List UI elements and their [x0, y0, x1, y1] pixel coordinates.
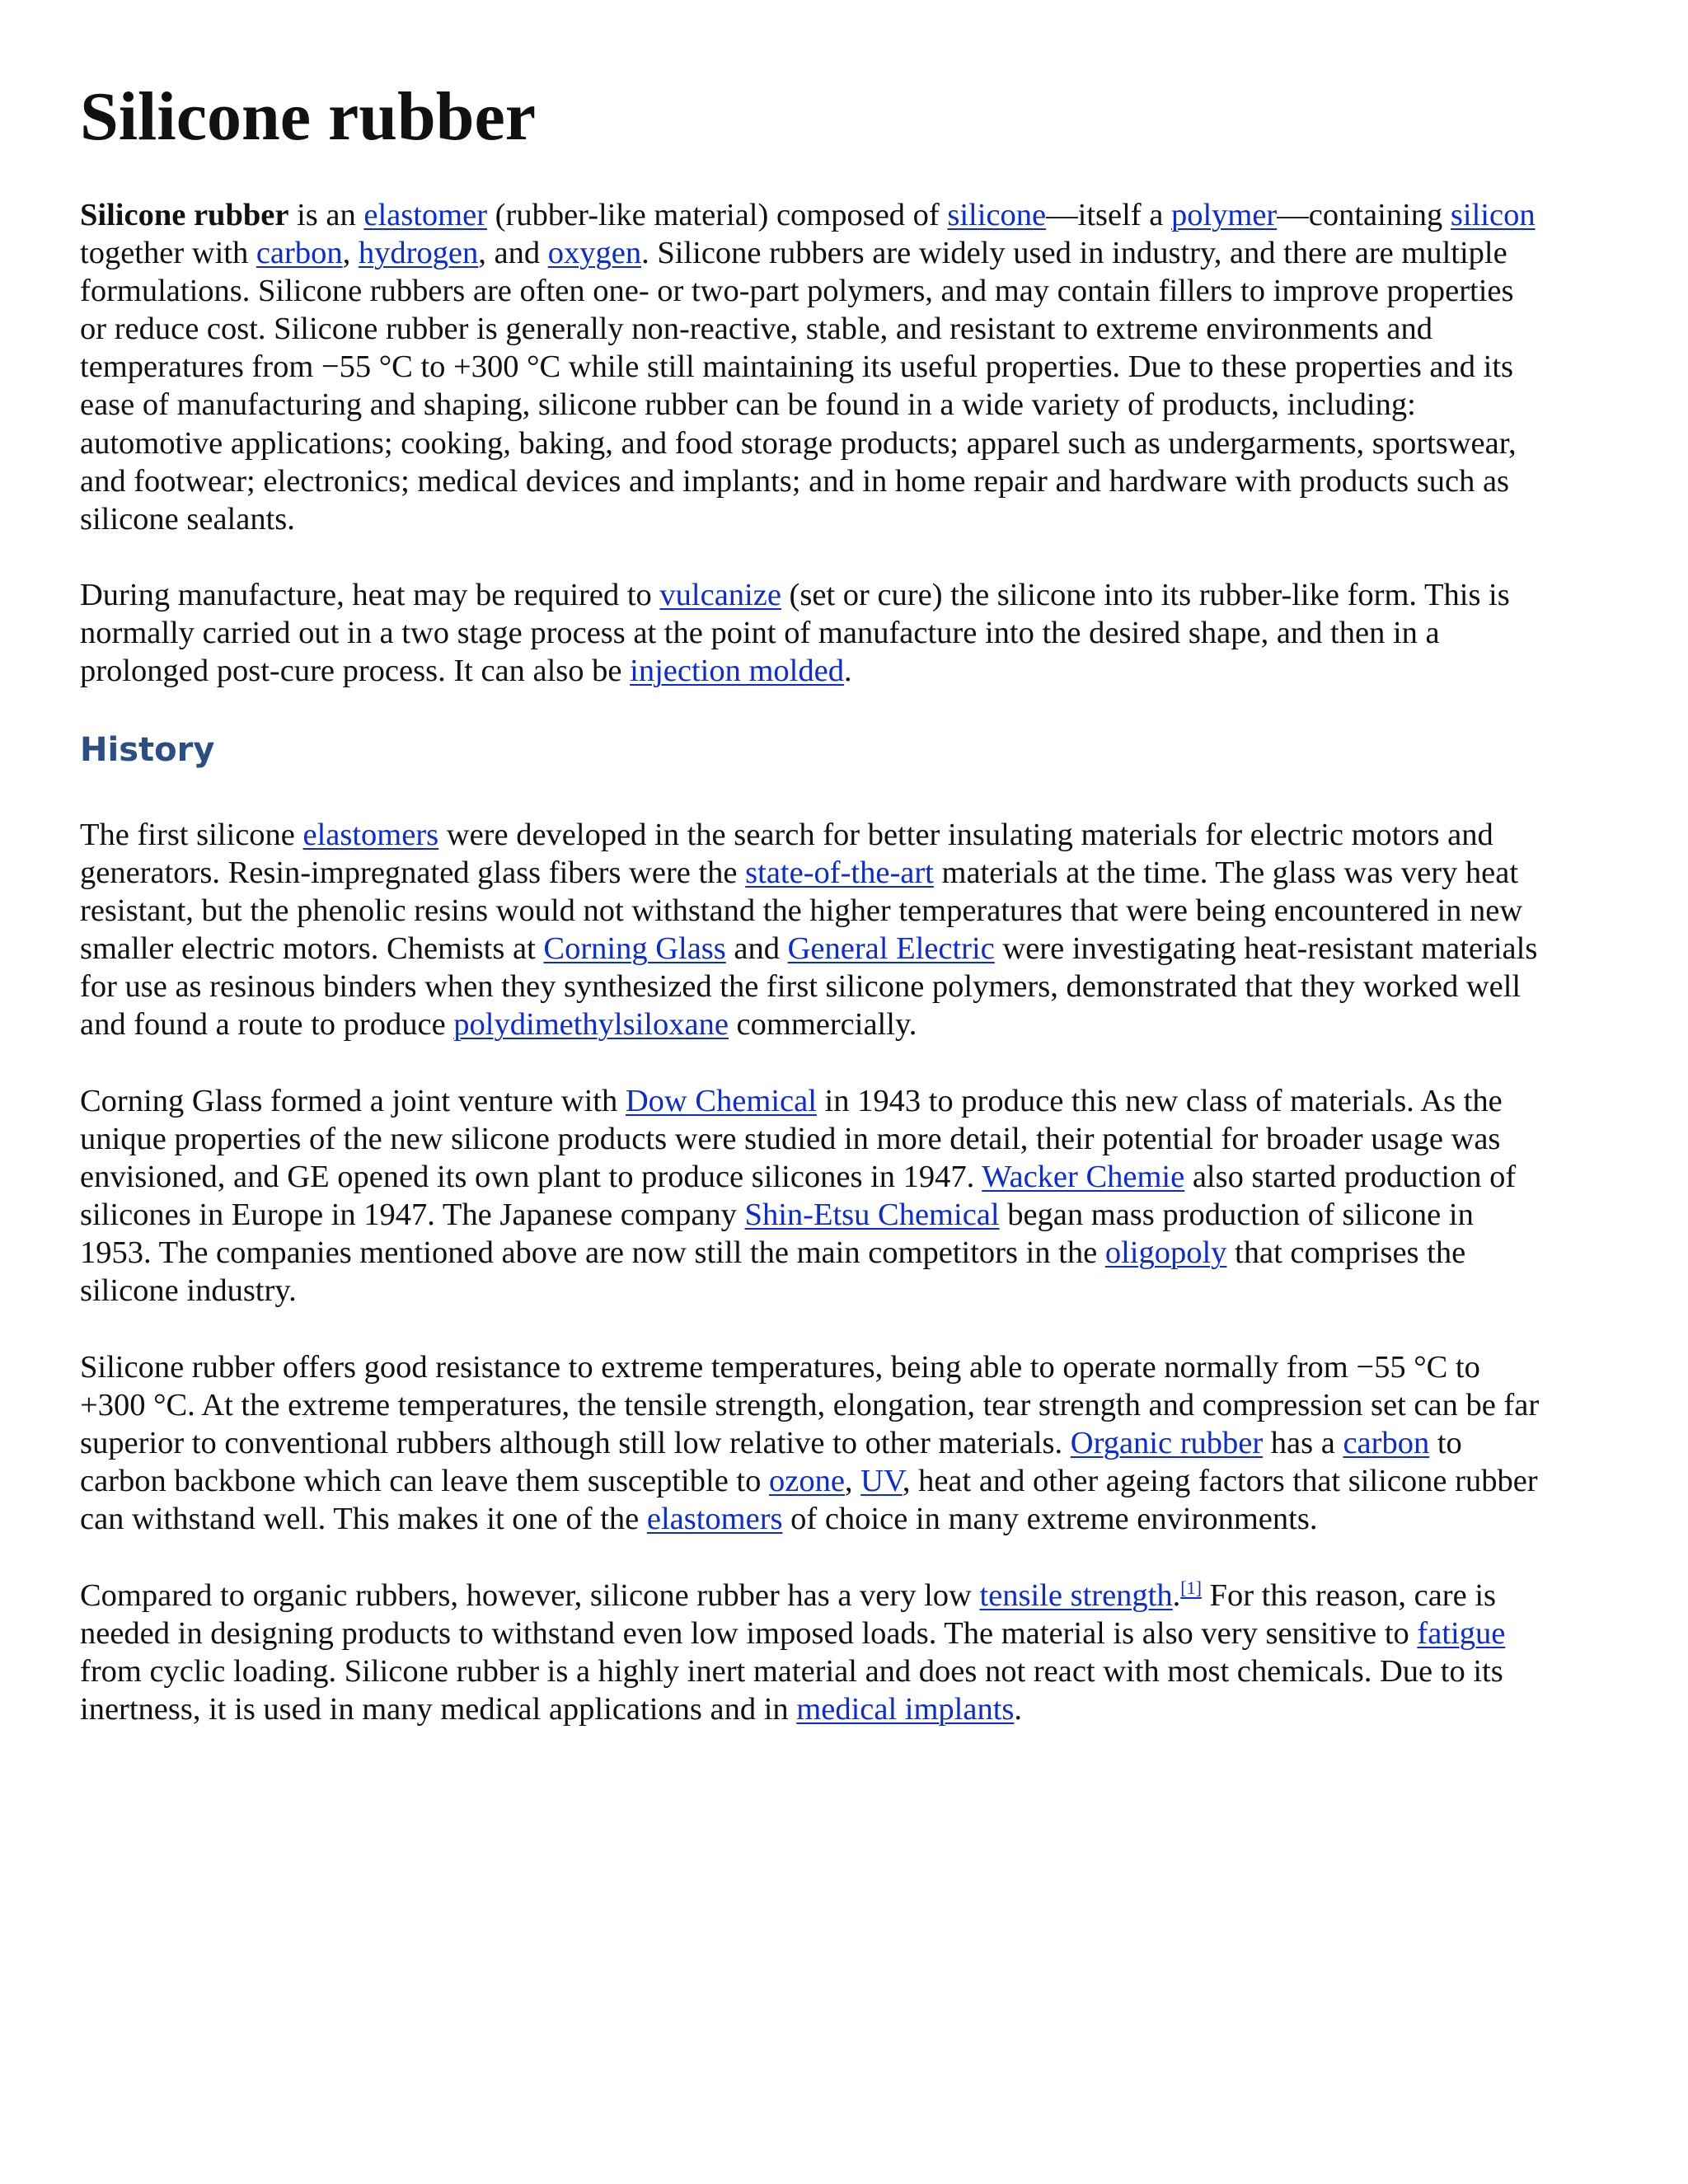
text: . — [843, 654, 852, 689]
link-general-electric[interactable]: General Electric — [787, 931, 995, 967]
text: materials at the time. The glass was very heat — [933, 855, 1519, 891]
text: . Silicone rubbers are widely used in industry, and there are multiple — [641, 236, 1507, 271]
text: 1953. The companies mentioned above are now still the main competitors in the — [80, 1235, 1105, 1271]
text-line — [80, 1462, 1613, 1500]
text: (set or cure) the silicone into its rubber-like form. This is — [781, 578, 1510, 612]
text: has a — [1263, 1426, 1343, 1461]
text-line: from cyclic loading. Silicone rubber is a highly inert material and does not react with most chemicals. Due to its — [80, 1654, 1503, 1690]
text: envisioned, and GE opened its own plant to produce silicones in 1947. — [80, 1160, 982, 1195]
history-paragraph-2 — [80, 1082, 1613, 1310]
text-line: Silicone rubber offers good resistance to extreme temperatures, being able to operate normally from −55 °C to — [80, 1350, 1480, 1385]
link-wacker-chemie[interactable]: Wacker Chemie — [982, 1160, 1185, 1195]
text-line — [80, 1005, 1613, 1043]
text: —containing — [1277, 198, 1451, 232]
text: were developed in the search for better insulating materials for electric motors and — [438, 818, 1493, 852]
text-line — [80, 234, 1613, 272]
link-polymer[interactable]: polymer — [1170, 198, 1278, 232]
text: together with — [80, 236, 256, 271]
text-line — [80, 1500, 1613, 1538]
text: generators. Resin-impregnated glass fibers were the — [80, 855, 746, 891]
link-carbon[interactable]: carbon — [256, 236, 343, 271]
text-line — [80, 1690, 1613, 1728]
text: Corning Glass formed a joint venture with — [80, 1084, 626, 1118]
link-shin-etsu-chemical[interactable]: Shin-Etsu Chemical — [744, 1197, 1000, 1233]
text: , — [844, 1464, 861, 1499]
text: is an — [288, 198, 364, 232]
text-line — [80, 930, 1613, 968]
text-line — [80, 816, 1613, 854]
text: During manufacture, heat may be required to — [80, 578, 660, 612]
link-elastomers-2[interactable]: elastomers — [646, 1502, 783, 1537]
text-line: formulations. Silicone rubbers are often one- or two-part polymers, and may contain fillers to improve properties — [80, 274, 1514, 309]
link-carbon-2[interactable]: carbon — [1343, 1426, 1430, 1461]
text-line: or reduce cost. Silicone rubber is generally non-reactive, stable, and resistant to extreme environments and — [80, 312, 1433, 347]
link-dow-chemical[interactable]: Dow Chemical — [625, 1084, 817, 1118]
text: commercially. — [728, 1007, 917, 1043]
text-line: and footwear; electronics; medical devices and implants; and in home repair and hardware with products such as — [80, 463, 1510, 499]
text-line — [80, 652, 1613, 690]
text-line — [80, 1082, 1613, 1120]
link-elastomer[interactable]: elastomer — [363, 198, 488, 232]
text: in 1943 to produce this new class of materials. As the — [816, 1084, 1503, 1118]
history-paragraph-1 — [80, 816, 1613, 1044]
text: can withstand well. This makes it one of the — [80, 1502, 647, 1537]
text: silicones in Europe in 1947. The Japanese company — [80, 1197, 745, 1233]
bold-term: Silicone rubber — [80, 198, 289, 232]
reference-link-1[interactable]: [1] — [1180, 1577, 1202, 1599]
link-hydrogen[interactable]: hydrogen — [358, 236, 479, 271]
link-ozone[interactable]: ozone — [768, 1464, 845, 1499]
link-state-of-the-art[interactable]: state-of-the-art — [745, 855, 934, 891]
text-line: normally carried out in a two stage process at the point of manufacture into the desired shape, and then in a — [80, 616, 1440, 651]
text-line — [80, 196, 1613, 234]
text-line: ease of manufacturing and shaping, silicone rubber can be found in a wide variety of products, including: — [80, 387, 1416, 423]
text-line — [80, 1424, 1613, 1462]
link-injection-molded[interactable]: injection molded — [630, 654, 844, 689]
text-line — [80, 1577, 1613, 1615]
text: . — [1014, 1692, 1022, 1727]
text-line — [80, 1234, 1613, 1272]
text: also started production of — [1184, 1160, 1517, 1195]
text-line: silicone sealants. — [80, 501, 295, 537]
text-line — [80, 1158, 1613, 1196]
text: inertness, it is used in many medical applications and in — [80, 1692, 797, 1727]
text: For this reason, care is — [1201, 1578, 1497, 1613]
link-corning-glass[interactable]: Corning Glass — [543, 931, 726, 967]
link-fatigue[interactable]: fatigue — [1417, 1616, 1506, 1652]
text: Compared to organic rubbers, however, silicone rubber has a very low — [80, 1578, 980, 1613]
link-tensile-strength[interactable]: tensile strength — [979, 1578, 1173, 1613]
manufacture-paragraph — [80, 576, 1613, 690]
text-line — [80, 1615, 1613, 1652]
text-line: resistant, but the phenolic resins would not withstand the higher temperatures that were being encountered in new — [80, 893, 1523, 929]
text-line: unique properties of the new silicone products were studied in more detail, their potential for broader usage was — [80, 1122, 1501, 1157]
text: , — [342, 236, 359, 271]
text: smaller electric motors. Chemists at — [80, 931, 544, 967]
text-line — [80, 576, 1613, 614]
intro-paragraph — [80, 196, 1613, 538]
text-line: automotive applications; cooking, baking, and food storage products; apparel such as undergarments, sportswear, — [80, 425, 1517, 461]
link-elastomers[interactable]: elastomers — [302, 818, 439, 852]
text: , and — [478, 236, 548, 271]
history-paragraph-3 — [80, 1348, 1613, 1538]
text: (rubber-like material) composed of — [487, 198, 948, 232]
text: that comprises the — [1226, 1235, 1466, 1271]
link-oligopoly[interactable]: oligopoly — [1104, 1235, 1227, 1271]
text: began mass production of silicone in — [999, 1197, 1474, 1233]
link-silicon[interactable]: silicon — [1450, 198, 1536, 232]
text: were investigating heat-resistant materials — [994, 931, 1538, 967]
text-line: silicone industry. — [80, 1273, 297, 1309]
text-line — [80, 854, 1613, 892]
link-silicone[interactable]: silicone — [947, 198, 1047, 232]
link-uv[interactable]: UV — [860, 1464, 903, 1499]
link-polydimethylsiloxane[interactable]: polydimethylsiloxane — [453, 1007, 729, 1043]
page-title: Silicone rubber — [80, 78, 537, 155]
text: and found a route to produce — [80, 1007, 454, 1043]
text: prolonged post-cure process. It can also be — [80, 654, 631, 689]
text: superior to conventional rubbers although still low relative to other materials. — [80, 1426, 1071, 1461]
text: needed in designing products to withstand even low imposed loads. The material is also very sensitive to — [80, 1616, 1418, 1652]
text: . — [1172, 1578, 1181, 1613]
text: The first silicone — [80, 818, 303, 852]
text: carbon backbone which can leave them susceptible to — [80, 1464, 769, 1499]
text-line: for use as resinous binders when they synthesized the first silicone polymers, demonstrated that they worked well — [80, 969, 1522, 1005]
text: and — [725, 931, 788, 967]
text: , heat and other ageing factors that silicone rubber — [902, 1464, 1538, 1499]
text: —itself a — [1046, 198, 1171, 232]
link-oxygen[interactable]: oxygen — [547, 236, 642, 271]
link-vulcanize[interactable]: vulcanize — [659, 578, 781, 612]
link-organic-rubber[interactable]: Organic rubber — [1070, 1426, 1264, 1461]
history-paragraph-4 — [80, 1577, 1613, 1728]
text-line: temperatures from −55 °C to +300 °C while still maintaining its useful properties. Due to these properties and its — [80, 349, 1514, 385]
section-heading-history: History — [80, 731, 215, 769]
text-line: +300 °C. At the extreme temperatures, the tensile strength, elongation, tear strength and compression set can be far — [80, 1388, 1540, 1423]
link-medical-implants[interactable]: medical implants — [796, 1692, 1015, 1727]
text-line — [80, 1196, 1613, 1234]
text: of choice in many extreme environments. — [782, 1502, 1318, 1537]
text: to — [1429, 1426, 1462, 1461]
